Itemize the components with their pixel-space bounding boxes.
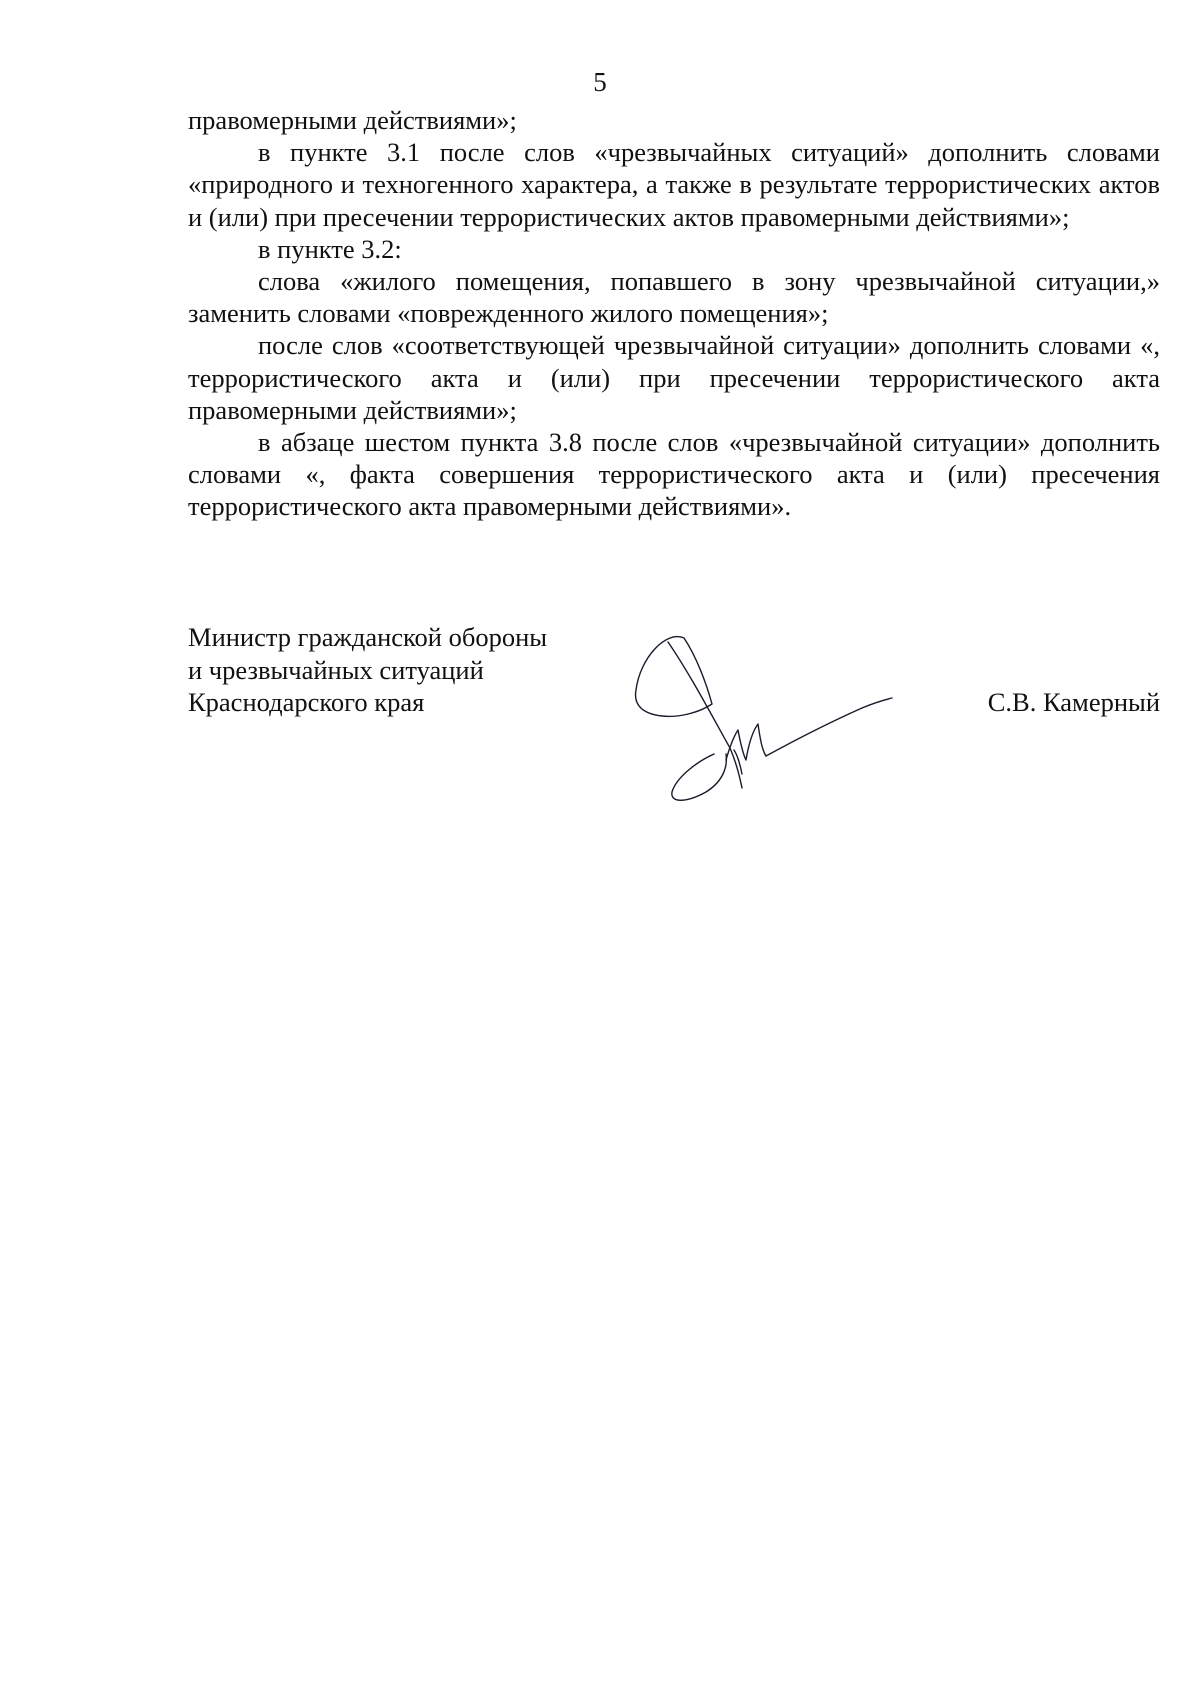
signer-title-line: Краснодарского края <box>188 687 425 717</box>
paragraph: в абзаце шестом пункта 3.8 после слов «чрезвычайной ситуации» дополнить словами «, факта совершения террористического акта и (или) пресечения террористического акта правомерными действиями». <box>188 427 1160 522</box>
signer-title-line: Министр гражданской обороны <box>188 622 548 652</box>
signature-tail-stroke <box>766 698 892 756</box>
paragraph: в пункте 3.2: <box>258 233 402 264</box>
paragraph: в пункте 3.1 после слов «чрезвычайных ситуаций» дополнить словами «природного и техногенного характера, а также в результате террористических актов и (или) при пресечении террористических актов правомерными действиями»; <box>188 137 1160 232</box>
paragraph: правомерными действиями»; <box>188 105 517 135</box>
handwritten-signature <box>630 628 900 808</box>
body-text <box>188 104 1160 523</box>
signature-loop-stroke <box>636 637 712 717</box>
signer-name: С.В. Камерный <box>987 687 1160 717</box>
signature-base-loop-stroke <box>672 754 727 800</box>
paragraph: слова «жилого помещения, попавшего в зону чрезвычайной ситуации,» заменить словами «поврежденного жилого помещения»; <box>188 266 1160 329</box>
page-number: 5 <box>593 67 607 97</box>
signature-descender-stroke <box>668 642 742 788</box>
signer-title-line: и чрезвычайных ситуаций <box>188 654 484 685</box>
signer-title <box>188 621 608 719</box>
paragraph: после слов «соответствующей чрезвычайной ситуации» дополнить словами «, террористического акта и (или) при пресечении террористического акта правомерными действиями»; <box>188 330 1160 425</box>
